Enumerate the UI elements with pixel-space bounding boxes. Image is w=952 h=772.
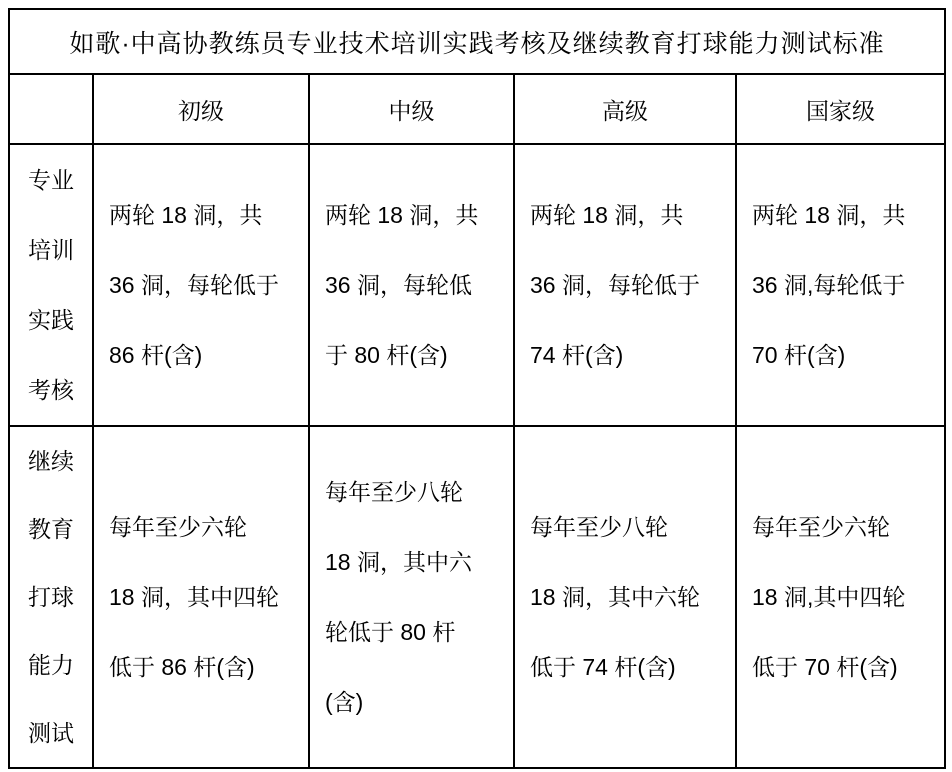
row-label-practice-assessment: 专业 培训 实践 考核 <box>9 144 93 426</box>
corner-cell <box>9 74 93 144</box>
cell-education-advanced: 每年至少八轮 18 洞，其中六轮 低于 74 杆(含) <box>514 426 736 768</box>
standards-table <box>8 8 946 769</box>
row-continuing-education <box>9 426 945 768</box>
cell-practice-beginner: 两轮 18 洞，共 36 洞，每轮低于 86 杆(含) <box>93 144 309 426</box>
column-header-beginner: 初级 <box>93 74 309 144</box>
cell-education-beginner: 每年至少六轮 18 洞，其中四轮 低于 86 杆(含) <box>93 426 309 768</box>
cell-education-intermediate: 每年至少八轮 18 洞，其中六 轮低于 80 杆 (含) <box>309 426 514 768</box>
cell-practice-national: 两轮 18 洞，共 36 洞,每轮低于 70 杆(含) <box>736 144 945 426</box>
title-row <box>9 9 945 74</box>
column-header-national: 国家级 <box>736 74 945 144</box>
column-header-advanced: 高级 <box>514 74 736 144</box>
cell-practice-advanced: 两轮 18 洞，共 36 洞，每轮低于 74 杆(含) <box>514 144 736 426</box>
cell-education-national: 每年至少六轮 18 洞,其中四轮 低于 70 杆(含) <box>736 426 945 768</box>
cell-practice-intermediate: 两轮 18 洞，共 36 洞，每轮低 于 80 杆(含) <box>309 144 514 426</box>
column-header-intermediate: 中级 <box>309 74 514 144</box>
row-label-continuing-education: 继续 教育 打球 能力 测试 <box>9 426 93 768</box>
table-title: 如歌·中高协教练员专业技术培训实践考核及继续教育打球能力测试标准 <box>9 9 945 74</box>
row-practice-assessment <box>9 144 945 426</box>
header-row <box>9 74 945 144</box>
